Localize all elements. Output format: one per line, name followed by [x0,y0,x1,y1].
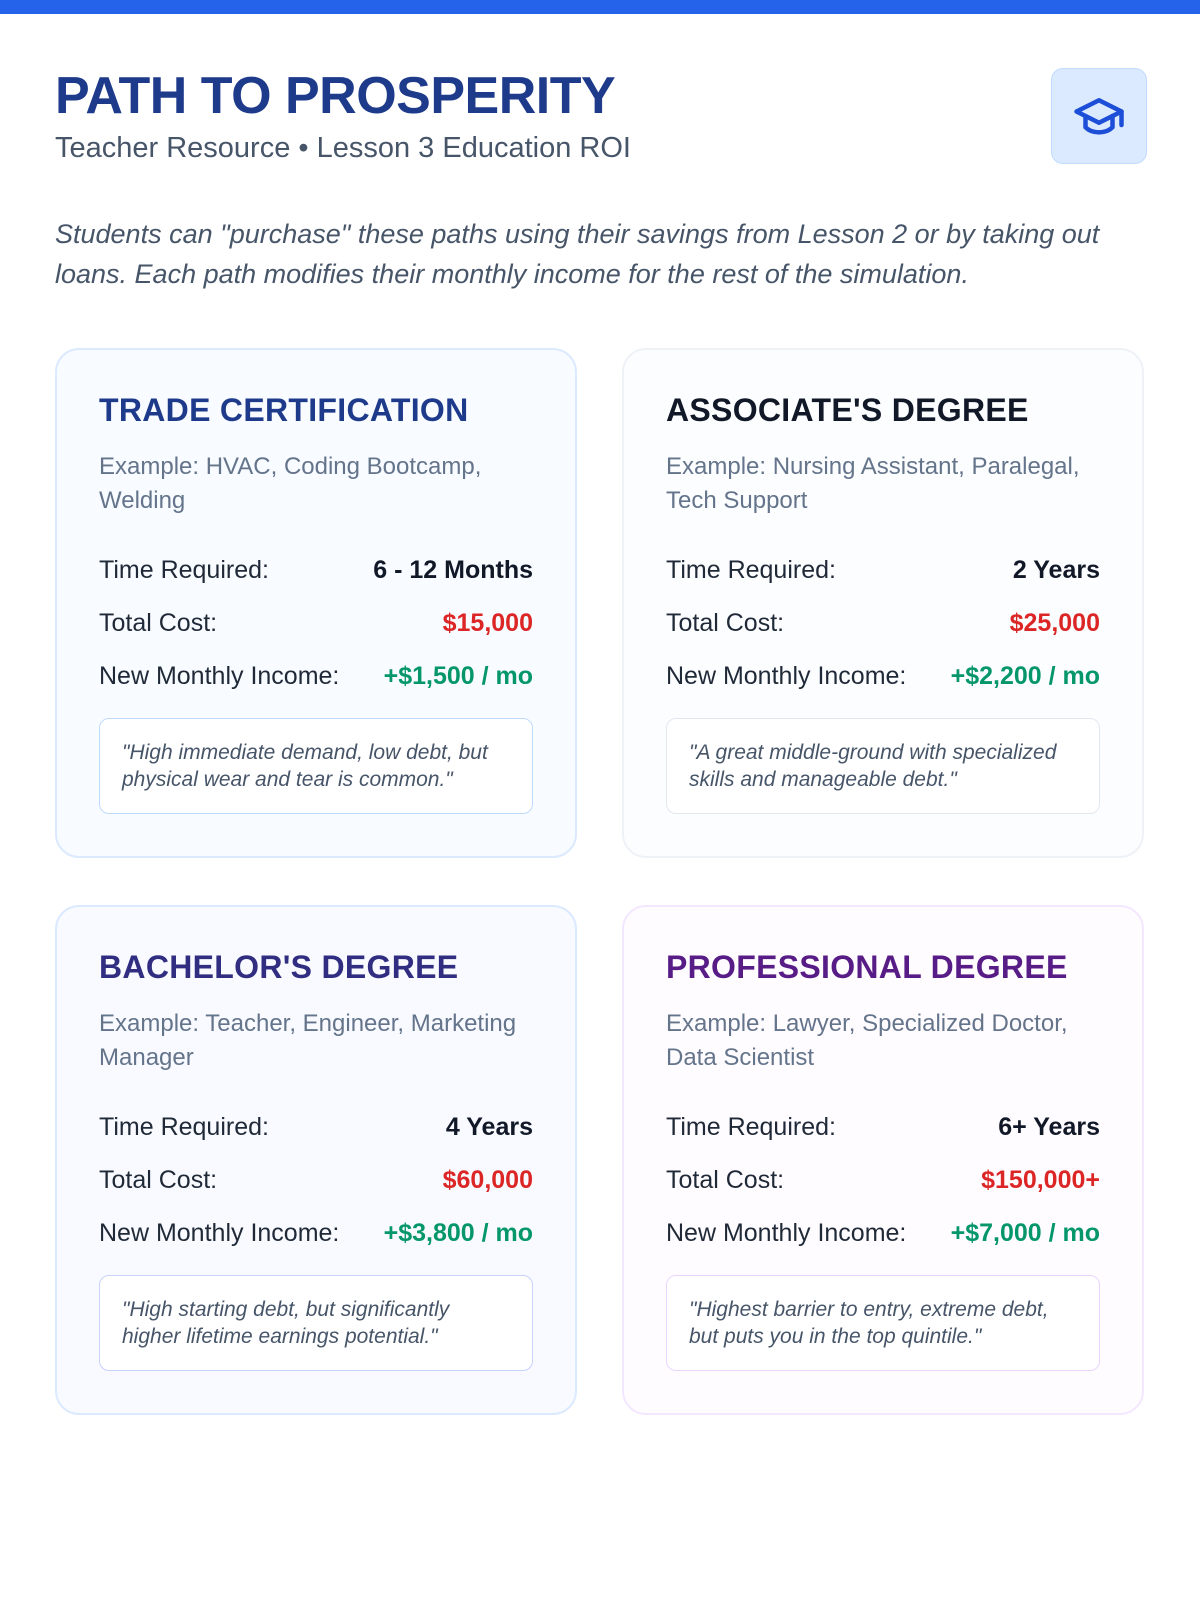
income-row [666,1207,1100,1260]
time-row [99,544,533,597]
graduation-cap-icon [1072,89,1126,143]
time-row [666,544,1100,597]
cost-row [99,1154,533,1207]
cost-row [666,597,1100,650]
income-label: New Monthly Income: [99,662,340,690]
time-value: 4 Years [445,1113,533,1141]
card-stats [666,1101,1100,1260]
card-quote: "Highest barrier to entry, extreme debt, but puts you in the top quintile." [666,1275,1100,1371]
income-row [666,650,1100,703]
card-title: TRADE CERTIFICATION [99,392,469,428]
path-card-associates [622,348,1144,858]
page-title: PATH TO PROSPERITY [55,67,616,125]
time-row [99,1101,533,1154]
card-title: ASSOCIATE'S DEGREE [666,392,1029,428]
logo-badge [1051,68,1147,164]
card-examples: Example: HVAC, Coding Bootcamp, Welding [99,453,482,514]
time-value: 6+ Years [998,1113,1100,1141]
cost-value: $60,000 [442,1166,533,1194]
card-examples: Example: Teacher, Engineer, Marketing Manager [99,1010,517,1071]
time-label: Time Required: [666,1113,836,1141]
cost-value: $15,000 [442,609,533,637]
cost-label: Total Cost: [666,1166,785,1194]
card-title: BACHELOR'S DEGREE [99,949,459,985]
income-label: New Monthly Income: [99,1219,340,1247]
income-value: +$7,000 / mo [950,1219,1100,1247]
cost-value: $150,000+ [981,1166,1100,1194]
card-title: PROFESSIONAL DEGREE [666,949,1068,985]
cost-label: Total Cost: [99,609,218,637]
path-card-professional [622,905,1144,1415]
card-examples: Example: Nursing Assistant, Paralegal, Tech Support [666,453,1080,514]
intro-text: Students can "purchase" these paths using their savings from Lesson 2 or by taking out loans. Each path modifies their monthly income for the rest of the simulation. [55,219,1100,289]
cost-value: $25,000 [1009,609,1100,637]
time-value: 2 Years [1012,556,1100,584]
income-label: New Monthly Income: [666,1219,907,1247]
income-value: +$1,500 / mo [383,662,533,690]
card-stats [99,544,533,703]
card-quote: "High starting debt, but significantly higher lifetime earnings potential." [99,1275,533,1371]
card-stats [666,544,1100,703]
cost-label: Total Cost: [99,1166,218,1194]
cost-row [99,597,533,650]
income-row [99,650,533,703]
income-value: +$2,200 / mo [950,662,1100,690]
card-examples: Example: Lawyer, Specialized Doctor, Data Scientist [666,1010,1068,1071]
time-row [666,1101,1100,1154]
path-card-bachelors [55,905,577,1415]
card-quote: "A great middle-ground with specialized skills and manageable debt." [666,718,1100,814]
income-value: +$3,800 / mo [383,1219,533,1247]
card-stats [99,1101,533,1260]
top-accent-bar [0,0,1200,14]
income-row [99,1207,533,1260]
page-header [55,66,1147,166]
time-value: 6 - 12 Months [373,556,533,584]
time-label: Time Required: [99,556,269,584]
time-label: Time Required: [99,1113,269,1141]
card-quote: "High immediate demand, low debt, but physical wear and tear is common." [99,718,533,814]
cost-label: Total Cost: [666,609,785,637]
time-label: Time Required: [666,556,836,584]
page-subtitle: Teacher Resource • Lesson 3 Education ROI [55,132,631,164]
cost-row [666,1154,1100,1207]
income-label: New Monthly Income: [666,662,907,690]
path-card-trade [55,348,577,858]
